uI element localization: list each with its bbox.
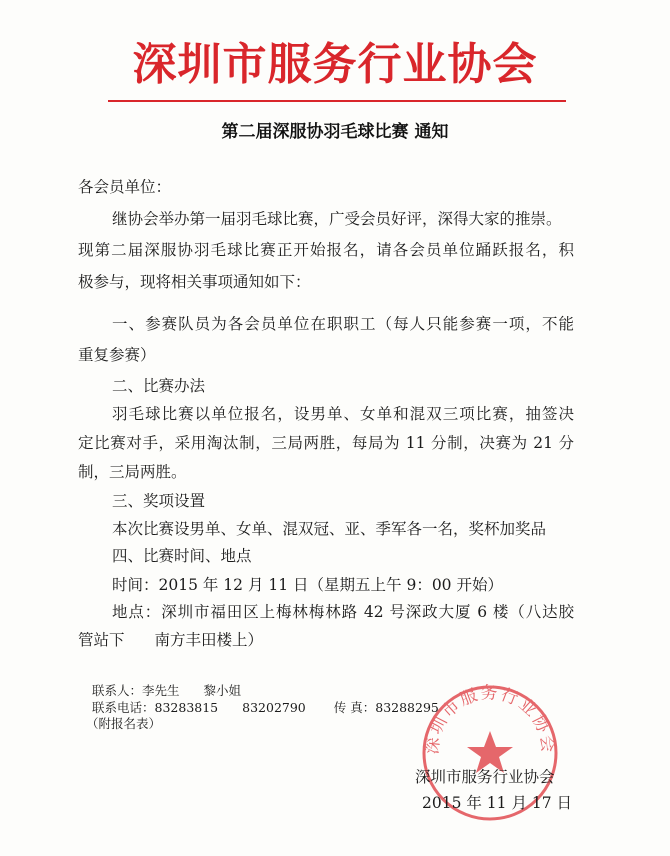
paragraph-line: 极参与，现将相关事项通知如下： [78, 273, 311, 291]
signature-org: 深圳市服务行业协会 [415, 768, 555, 786]
section-3-heading: 三、奖项设置 [112, 492, 206, 510]
section-2-line: 制，三局两胜。 [78, 463, 187, 481]
notice-title: 第二届深服协羽毛球比赛 通知 [221, 122, 449, 142]
event-place-line [78, 630, 263, 650]
event-time: 时间：2015 年 12 月 11 日（星期五上午 9：00 开始） [112, 576, 503, 594]
letterhead-divider [108, 100, 566, 102]
place-part-a: 管站下 [78, 631, 125, 649]
attachment-note: （附报名表） [86, 716, 162, 731]
fax-label: 传 真： [333, 700, 376, 715]
section-2-heading: 二、比赛办法 [112, 377, 206, 395]
section-1-line: 重复参赛） [78, 346, 156, 364]
section-3-line: 本次比赛设男单、女单、混双冠、亚、季军各一名，奖杯加奖品 [112, 520, 547, 538]
seal-text: 深圳市服务行业协会 [422, 683, 558, 756]
contact-phones [92, 700, 439, 716]
section-4-heading: 四、比赛时间、地点 [112, 547, 252, 565]
event-place-line: 地点：深圳市福田区上梅林梅林路 42 号深政大厦 6 楼（八达胶 [112, 603, 574, 621]
salutation: 各会员单位： [78, 178, 172, 196]
fax-number: 83288295 [375, 700, 439, 715]
contact-persons [92, 683, 241, 699]
contact-person-2: 黎小姐 [203, 683, 242, 698]
section-2-line: 定比赛对手，采用淘汰制，三局两胜，每局为 11 分制，决赛为 21 分 [78, 434, 574, 452]
paragraph-line: 现第二届深服协羽毛球比赛正开始报名，请各会员单位踊跃报名，积 [78, 241, 574, 259]
letterhead: 深圳市服务行业协会 [132, 39, 538, 90]
section-1-line: 一、参赛队员为各会员单位在职职工（每人只能参赛一项，不能 [112, 315, 574, 333]
phone-2: 83202790 [242, 700, 306, 715]
paragraph-line: 继协会举办第一届羽毛球比赛，广受会员好评，深得大家的推崇。 [112, 210, 562, 228]
phone-1: 83283815 [154, 700, 219, 715]
signature-date: 2015 年 11 月 17 日 [422, 794, 573, 812]
section-2-line: 羽毛球比赛以单位报名，设男单、女单和混双三项比赛，抽签决 [112, 405, 574, 423]
phone-label: 联系电话： [92, 700, 155, 715]
contact-label: 联系人： [92, 683, 143, 698]
place-part-b: 南方丰田楼上） [154, 631, 264, 649]
contact-person-1: 李先生 [142, 683, 180, 698]
